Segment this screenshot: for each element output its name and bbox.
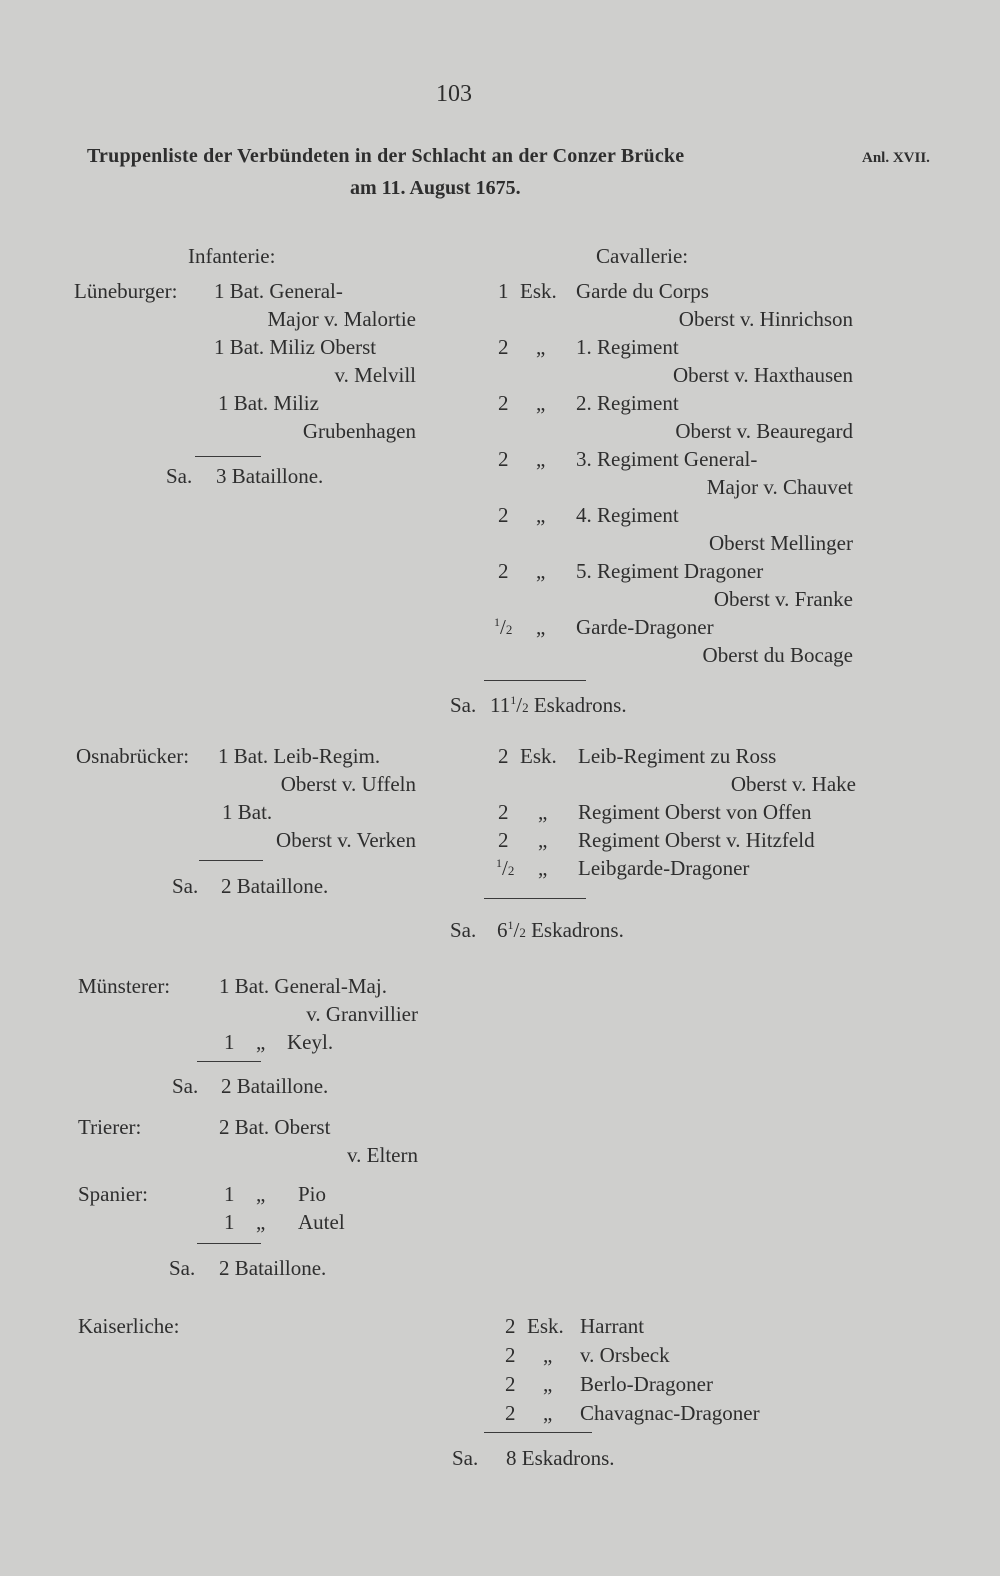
cav-regiment: Garde-Dragoner (576, 615, 714, 639)
fraction-denominator: 2 (505, 622, 513, 637)
muenster-line: Keyl. (287, 1030, 334, 1054)
spanier-count: 1 (224, 1210, 235, 1234)
lueneburg-line: Grubenhagen (302, 419, 416, 443)
cav-regiment: 2. Regiment (576, 391, 679, 415)
cav-regiment: 3. Regiment General- (576, 447, 758, 471)
cav-unit: Esk. (520, 279, 557, 303)
ditto-mark: „ (256, 1182, 266, 1206)
cav-regiment: Chavagnac-Dragoner (580, 1401, 760, 1425)
cav-regiment: Garde du Corps (576, 279, 709, 303)
cav-regiment: Leibgarde-Dragoner (578, 856, 750, 880)
ditto-mark: „ (538, 856, 548, 880)
trier-line: 2 Bat. Oberst (219, 1115, 331, 1139)
title-line-2: am 11. August 1675. (350, 177, 521, 199)
cav-regiment: v. Orsbeck (580, 1343, 670, 1367)
cav-unit: Esk. (527, 1314, 564, 1338)
cav-count: 2 (498, 559, 509, 583)
infantry-heading: Infanterie: (188, 244, 276, 268)
ditto-mark: „ (536, 447, 546, 471)
sum-rule (484, 680, 586, 681)
cav-regiment: 1. Regiment (576, 335, 679, 359)
cav-commander: Oberst du Bocage (702, 643, 853, 667)
spanier-count: 1 (224, 1182, 235, 1206)
osnabrueck-line: 1 Bat. Leib-Regim. (218, 744, 381, 768)
osnabrueck-label: Osnabrücker: (76, 744, 190, 768)
fraction-numerator: 1 (510, 693, 517, 707)
sum-prefix: Sa. (172, 874, 199, 898)
cav-count-fraction: $^1$/2 (494, 615, 513, 639)
fraction-denominator: 2 (522, 700, 529, 715)
ditto-mark: „ (543, 1401, 553, 1425)
cav2-sum: $6^1/2$ Eskadrons. (497, 918, 624, 942)
cav-count: 2 (498, 744, 509, 768)
cav-count: 2 (498, 447, 509, 471)
sum-rule (199, 860, 263, 861)
osnabrueck-line: 1 Bat. (222, 800, 273, 824)
fraction-numerator: 1 (494, 615, 500, 629)
ditto-mark: „ (543, 1372, 553, 1396)
spanier-line: Autel (298, 1210, 345, 1234)
cav-count: 2 (505, 1314, 516, 1338)
osnabrueck-line: Oberst v. Verken (276, 828, 416, 852)
lueneburg-line: 1 Bat. Miliz (218, 391, 319, 415)
annex-label: Anl. XVII. (862, 150, 930, 166)
cav-regiment: Berlo-Dragoner (580, 1372, 713, 1396)
lueneburg-sum: 3 Bataillone. (216, 464, 324, 488)
osnabrueck-sum: 2 Bataillone. (221, 874, 329, 898)
fraction-denominator: 2 (519, 925, 526, 940)
ditto-mark: „ (536, 503, 546, 527)
lueneburg-line: 1 Bat. General- (214, 279, 343, 303)
spanier-label: Spanier: (78, 1182, 148, 1206)
cav-count: 2 (505, 1401, 516, 1425)
ditto-mark: „ (536, 335, 546, 359)
sum-prefix: Sa. (172, 1074, 199, 1098)
fraction-numerator: 1 (507, 918, 514, 932)
fraction-numerator: 1 (496, 856, 502, 870)
sum-prefix: Sa. (166, 464, 193, 488)
cav-count: 2 (498, 800, 509, 824)
cav-commander: Oberst v. Haxthausen (672, 363, 853, 387)
muenster-line: v. Granvillier (306, 1002, 418, 1026)
ditto-mark: „ (536, 615, 546, 639)
cav-regiment: 5. Regiment Dragoner (576, 559, 764, 583)
sum-prefix: Sa. (169, 1256, 196, 1280)
title-line-1: Truppenliste der Verbündeten in der Schlacht an der Conzer Brücke (87, 145, 685, 167)
cav-count: 2 (498, 335, 509, 359)
ditto-mark: „ (538, 800, 548, 824)
ditto-mark: „ (256, 1030, 266, 1054)
sum-rule (197, 1243, 261, 1244)
cav-commander: Major v. Chauvet (706, 475, 853, 499)
cav-count-fraction: $^1$/2 (496, 856, 515, 880)
spanier-sum: 2 Bataillone. (219, 1256, 327, 1280)
cav-regiment: 4. Regiment (576, 503, 679, 527)
lueneburg-line: 1 Bat. Miliz Oberst (214, 335, 377, 359)
cav-commander: Oberst v. Franke (713, 587, 853, 611)
trier-label: Trierer: (78, 1115, 142, 1139)
cav-count: 2 (505, 1343, 516, 1367)
trier-line: v. Eltern (347, 1143, 418, 1167)
cav-regiment: Harrant (580, 1314, 645, 1338)
ditto-mark: „ (536, 559, 546, 583)
cav-count: 1 (498, 279, 509, 303)
muenster-sum: 2 Bataillone. (221, 1074, 329, 1098)
sum-prefix: Sa. (450, 693, 477, 717)
cav-commander: Oberst v. Hinrichson (678, 307, 853, 331)
osnabrueck-line: Oberst v. Uffeln (280, 772, 416, 796)
ditto-mark: „ (538, 828, 548, 852)
muenster-line: 1 Bat. General-Maj. (219, 974, 387, 998)
cav-count: 2 (505, 1372, 516, 1396)
sum-whole: 11 (490, 693, 511, 717)
ditto-mark: „ (543, 1343, 553, 1367)
sum-unit: Eskadrons. (531, 918, 624, 942)
cav-regiment: Leib-Regiment zu Ross (578, 744, 777, 768)
cav-count: 2 (498, 828, 509, 852)
spanier-line: Pio (298, 1182, 327, 1206)
lueneburg-line: v. Melvill (334, 363, 416, 387)
cav-commander: Oberst v. Hake (730, 772, 856, 796)
cav-commander: Oberst v. Beauregard (675, 419, 853, 443)
sum-whole: 6 (497, 918, 508, 942)
sum-rule (484, 898, 586, 899)
ditto-mark: „ (536, 391, 546, 415)
kaiser-sum: 8 Eskadrons. (506, 1446, 615, 1470)
cav-regiment: Regiment Oberst v. Hitzfeld (578, 828, 815, 852)
fraction-denominator: 2 (507, 863, 515, 878)
cav1-sum: $11^1/2$ Eskadrons. (490, 693, 627, 717)
page-number: 103 (436, 81, 472, 107)
lueneburg-label: Lüneburger: (74, 279, 178, 303)
cavalry-heading: Cavallerie: (596, 244, 689, 268)
sum-rule (195, 456, 261, 457)
cav-count: 2 (498, 503, 509, 527)
cav-count: 2 (498, 391, 509, 415)
cav-commander: Oberst Mellinger (708, 531, 853, 555)
cav-unit: Esk. (520, 744, 557, 768)
ditto-mark: „ (256, 1210, 266, 1234)
lueneburg-line: Major v. Malortie (267, 307, 416, 331)
kaiser-label: Kaiserliche: (78, 1314, 180, 1338)
sum-unit: Eskadrons. (533, 693, 627, 717)
sum-rule (484, 1432, 592, 1433)
sum-rule (197, 1061, 261, 1062)
muenster-count: 1 (224, 1030, 235, 1054)
sum-prefix: Sa. (452, 1446, 479, 1470)
sum-prefix: Sa. (450, 918, 477, 942)
cav-regiment: Regiment Oberst von Offen (578, 800, 812, 824)
muenster-label: Münsterer: (78, 974, 171, 998)
